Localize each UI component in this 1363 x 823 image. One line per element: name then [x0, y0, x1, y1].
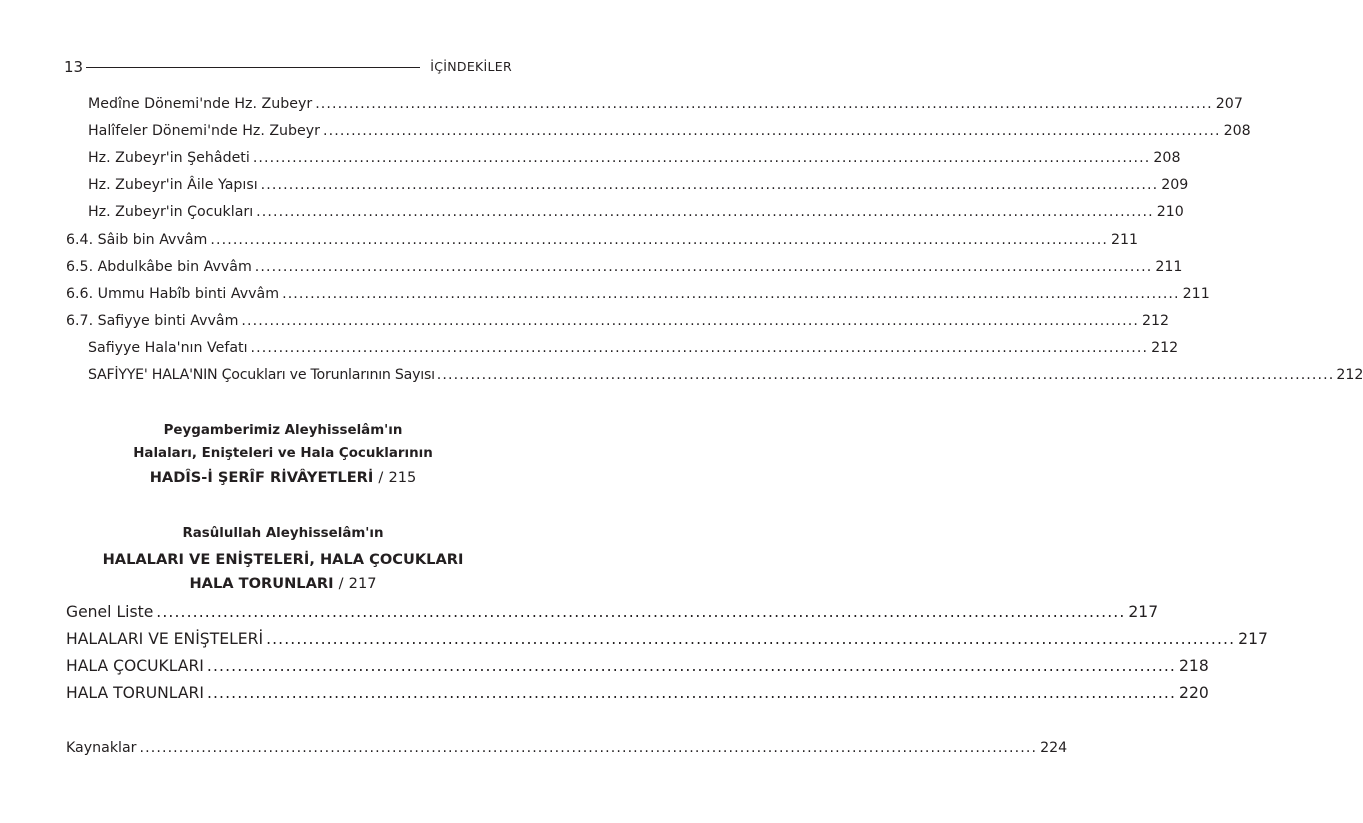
toc-entry-page: 224 — [1040, 740, 1068, 756]
page-header — [64, 58, 512, 76]
section-title-page: 215 — [388, 469, 417, 486]
toc-entry-title: Genel Liste — [66, 603, 154, 621]
toc-entry — [66, 601, 1159, 623]
toc-entry-title: Hz. Zubeyr'in Çocukları — [88, 204, 254, 220]
toc-entry-page: 218 — [1179, 657, 1209, 675]
toc-entry-title: Medîne Dönemi'nde Hz. Zubeyr — [88, 96, 313, 112]
toc-entry — [88, 337, 1179, 359]
toc-entry-page: 207 — [1215, 96, 1243, 112]
toc-entry-title: 6.7. Safiyye binti Avvâm — [66, 313, 239, 329]
toc-entry — [88, 174, 1189, 196]
dot-leader: ................................................................................................................................................................ — [282, 286, 1180, 302]
toc-entry-title: Hz. Zubeyr'in Şehâdeti — [88, 150, 250, 166]
toc-entry-page: 212 — [1151, 340, 1179, 356]
dot-leader: ................................................................................................................................................................ — [206, 657, 1176, 675]
toc-entry — [88, 93, 1243, 115]
toc-entry — [66, 310, 1170, 332]
toc-entry-title: HALALARI VE ENİŞTELERİ — [66, 630, 264, 648]
section-title-separator: / — [338, 575, 344, 592]
section-heading-line: Halaları, Enişteleri ve Hala Çocuklarının — [133, 446, 433, 461]
toc-entry-page: 220 — [1179, 684, 1209, 702]
section-title-page: 217 — [348, 575, 377, 592]
toc-entry — [66, 229, 1139, 251]
section-title-text: HADÎS-İ ŞERÎF RİVÂYETLERİ — [149, 469, 374, 486]
toc-entry-page: 208 — [1223, 123, 1251, 139]
toc-entry-page: 208 — [1153, 150, 1181, 166]
dot-leader: ................................................................................................................................................................ — [139, 740, 1038, 756]
toc-entry — [66, 628, 1268, 650]
toc-entry — [66, 283, 1210, 305]
toc-entry-page: 211 — [1110, 232, 1139, 248]
dot-leader: ................................................................................................................................................................ — [256, 204, 1154, 220]
section-heading-line: HALALARI VE ENİŞTELERİ, HALA ÇOCUKLARI — [102, 551, 464, 568]
dot-leader: ................................................................................................................................................................ — [266, 630, 1236, 648]
toc-entry-title: 6.4. Sâib bin Avvâm — [66, 232, 208, 248]
toc-entry-title: 6.5. Abdulkâbe bin Avvâm — [66, 259, 252, 275]
toc-entry-title: Kaynaklar — [66, 740, 137, 756]
toc-entry-page: 217 — [1238, 630, 1268, 648]
dot-leader: ................................................................................................................................................................ — [210, 232, 1108, 248]
dot-leader: ................................................................................................................................................................ — [250, 340, 1149, 356]
dot-leader: ................................................................................................................................................................ — [241, 313, 1139, 329]
toc-entry-title: HALA ÇOCUKLARI — [66, 657, 204, 675]
toc-entry-title: Halîfeler Dönemi'nde Hz. Zubeyr — [88, 123, 321, 139]
dot-leader: ................................................................................................................................................................ — [156, 603, 1126, 621]
section-title-separator: / — [378, 469, 384, 486]
toc-entry-title: 6.6. Ummu Habîb binti Avvâm — [66, 286, 280, 302]
header-rule — [86, 67, 420, 68]
section-heading-line: Rasûlullah Aleyhisselâm'ın — [182, 526, 384, 541]
toc-entry-page: 212 — [1336, 367, 1363, 383]
dot-leader: ................................................................................................................................................................ — [436, 367, 1335, 383]
toc-entry — [88, 364, 1363, 386]
dot-leader: ................................................................................................................................................................ — [252, 150, 1151, 166]
toc-entry-title: HALA TORUNLARI — [66, 684, 204, 702]
toc-entry — [66, 655, 1209, 677]
toc-entry-page: 212 — [1141, 313, 1170, 329]
toc-entry — [88, 120, 1251, 142]
toc-entry — [88, 147, 1181, 169]
toc-entry — [88, 201, 1184, 223]
dot-leader: ................................................................................................................................................................ — [260, 177, 1159, 193]
page-number: 13 — [64, 58, 84, 76]
toc-entry-title: Hz. Zubeyr'in Âile Yapısı — [88, 177, 258, 193]
toc-entry-title: SAFİYYE' HALA'NIN Çocukları ve Torunlarının Sayısı — [88, 367, 435, 383]
dot-leader: ................................................................................................................................................................ — [323, 123, 1221, 139]
toc-entry — [66, 682, 1209, 704]
section-heading-line: Peygamberimiz Aleyhisselâm'ın — [163, 423, 403, 438]
toc-entry-page: 211 — [1155, 259, 1183, 275]
section-heading-title — [40, 469, 526, 486]
section-heading-title — [40, 575, 526, 592]
toc-entry — [66, 737, 1068, 759]
dot-leader: ................................................................................................................................................................ — [315, 96, 1213, 112]
dot-leader: ................................................................................................................................................................ — [254, 259, 1153, 275]
section-title-text: HALA TORUNLARI — [189, 575, 334, 592]
toc-entry-page: 209 — [1161, 177, 1189, 193]
toc-entry-title: Safiyye Hala'nın Vefatı — [88, 340, 248, 356]
toc-entry-page: 210 — [1156, 204, 1184, 220]
toc-entry-page: 211 — [1182, 286, 1210, 302]
running-title: İÇİNDEKİLER — [430, 59, 512, 74]
dot-leader: ................................................................................................................................................................ — [206, 684, 1177, 702]
toc-entry-page: 217 — [1128, 603, 1159, 621]
toc-entry — [66, 256, 1183, 278]
